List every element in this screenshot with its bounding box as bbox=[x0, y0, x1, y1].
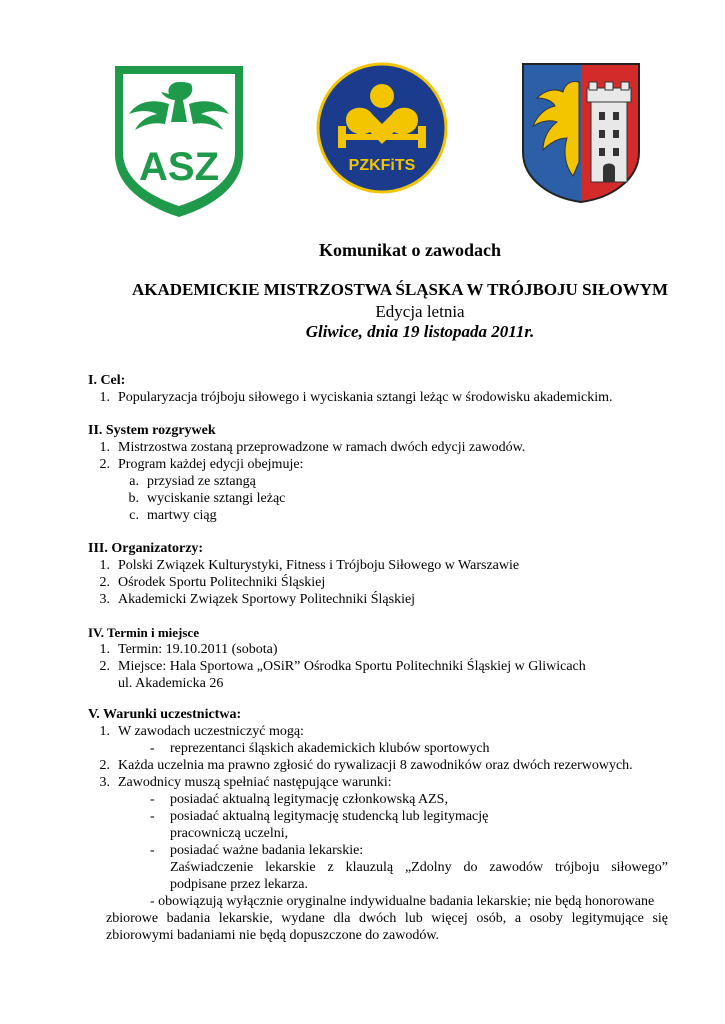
list-item: wyciskanie sztangi leżąc bbox=[147, 491, 286, 506]
medical-certificate-signed: podpisane przez lekarza. bbox=[170, 877, 308, 892]
pzkfits-logo bbox=[316, 62, 448, 194]
list-item: W zawodach uczestniczyć mogą: bbox=[118, 724, 304, 739]
section-conditions: V. Warunki uczestnictwa: 1. W zawodach uczestniczyć mogą: - reprezentanci śląskich akademickich klubów sportowych 2. Każda uczelnia ma prawno zgłosić do rywalizacji 8 zawodników oraz dwóch rezerwowych. 3. Zawodnicy muszą spełniać następujące warunki: - posiadać aktualną legitymację członkowską AZS, - posiadać aktualną legitymację studencką lub legitymację pracowniczą uczelni, - posiadać ważne badania lekarskie: Zaświadczenie lekarskie z klauzulą „Zdolny do zawodów trójboju siłowego” podpisane przez lekarza. - obowiązują wyłącznie oryginalne indywidualne badania lekarskie; nie będą honorowane zbiorowe badania lekarskie, wydane dla dwóch lub więcej osób, a osoby legitymujące się zbiorowymi badaniami nie będą dopuszczone do zawodów. bbox=[88, 706, 688, 944]
list-item: posiadać aktualną legitymację studencką lub legitymację bbox=[170, 809, 489, 824]
list-item: martwy ciąg bbox=[147, 508, 217, 523]
address: ul. Akademicka 26 bbox=[118, 676, 224, 691]
section-heading: V. Warunki uczestnictwa: bbox=[88, 707, 242, 722]
list-item: Program każdej edycji obejmuje: bbox=[118, 457, 304, 472]
list-item: Każda uczelnia ma prawno zgłosić do rywalizacji 8 zawodników oraz dwóch rezerwowych. bbox=[118, 758, 633, 773]
section-heading: I. Cel: bbox=[88, 373, 126, 388]
note-first-line: - obowiązują wyłącznie oryginalne indywidualne badania lekarskie; nie będą honorowane bbox=[150, 894, 655, 909]
section-heading: II. System rozgrywek bbox=[88, 423, 216, 438]
list-item: Termin: 19.10.2011 (sobota) bbox=[118, 642, 278, 657]
list-item: Popularyzacja trójboju siłowego i wyciskania sztangi leżąc w środowisku akademickim. bbox=[118, 390, 613, 405]
edition: Edycja letnia bbox=[375, 302, 465, 321]
list-item: posiadać aktualną legitymację członkowską AZS, bbox=[170, 792, 448, 807]
azs-logo-text: ASZ bbox=[139, 145, 219, 189]
list-item-continued: pracowniczą uczelni, bbox=[170, 826, 289, 841]
city-coat-of-arms bbox=[521, 62, 641, 205]
section-heading: IV. Termin i miejsce bbox=[88, 625, 199, 640]
list-item: przysiad ze sztangą bbox=[147, 474, 256, 489]
section-organizers: III. Organizatorzy: 1. Polski Związek Kulturystyki, Fitness i Trójboju Siłowego w Warszawie 2. Ośrodek Sportu Politechniki Śląskiej 3. Akademicki Związek Sportowy Politechniki Śląskiej bbox=[88, 540, 688, 608]
azs-logo bbox=[111, 62, 247, 220]
list-item: reprezentanci śląskich akademickich klubów sportowych bbox=[170, 741, 490, 756]
medical-certificate-text: Zaświadczenie lekarskie z klauzulą „Zdolny do zawodów trójboju siłowego” bbox=[170, 860, 668, 875]
list-item: Zawodnicy muszą spełniać następujące warunki: bbox=[118, 775, 392, 790]
event-name: AKADEMICKIE MISTRZOSTWA ŚLĄSKA W TRÓJBOJU SIŁOWYM bbox=[131, 280, 669, 299]
list-item: posiadać ważne badania lekarskie: bbox=[170, 843, 364, 858]
section-heading: III. Organizatorzy: bbox=[88, 541, 204, 556]
section-date-place: IV. Termin i miejsce 1. Termin: 19.10.2011 (sobota) 2. Miejsce: Hala Sportowa „OSiR” Ośrodka Sportu Politechniki Śląskiej w Gliwicach ul. Akademicka 26 bbox=[88, 624, 688, 692]
list-item: Akademicki Związek Sportowy Politechniki Śląskiej bbox=[118, 592, 416, 607]
section-goal: I. Cel: 1. Popularyzacja trójboju siłowego i wyciskania sztangi leżąc w środowisku akademickim. bbox=[88, 372, 688, 406]
note-rest: zbiorowe badania lekarskie, wydane dla dwóch lub więcej osób, a osoby legitymujące się zbiorowymi badaniami nie będą dopuszczone do zawodów. bbox=[106, 911, 668, 943]
list-item: Ośrodek Sportu Politechniki Śląskiej bbox=[118, 575, 326, 590]
pzkfits-logo-text: PZKFiTS bbox=[348, 157, 416, 174]
list-item: Polski Związek Kulturystyki, Fitness i Trójboju Siłowego w Warszawie bbox=[118, 558, 520, 573]
document-title: Komunikat o zawodach bbox=[318, 240, 502, 260]
list-item: Mistrzostwa zostaną przeprowadzone w ramach dwóch edycji zawodów. bbox=[118, 440, 526, 455]
list-item: Miejsce: Hala Sportowa „OSiR” Ośrodka Sportu Politechniki Śląskiej w Gliwicach bbox=[118, 659, 586, 674]
event-date: Gliwice, dnia 19 listopada 2011r. bbox=[305, 322, 535, 341]
section-system: II. System rozgrywek 1. Mistrzostwa zostaną przeprowadzone w ramach dwóch edycji zawodów. 2. Program każdej edycji obejmuje: a. przysiad ze sztangą b. wyciskanie sztangi leżąc c. martwy ciąg bbox=[88, 422, 688, 524]
